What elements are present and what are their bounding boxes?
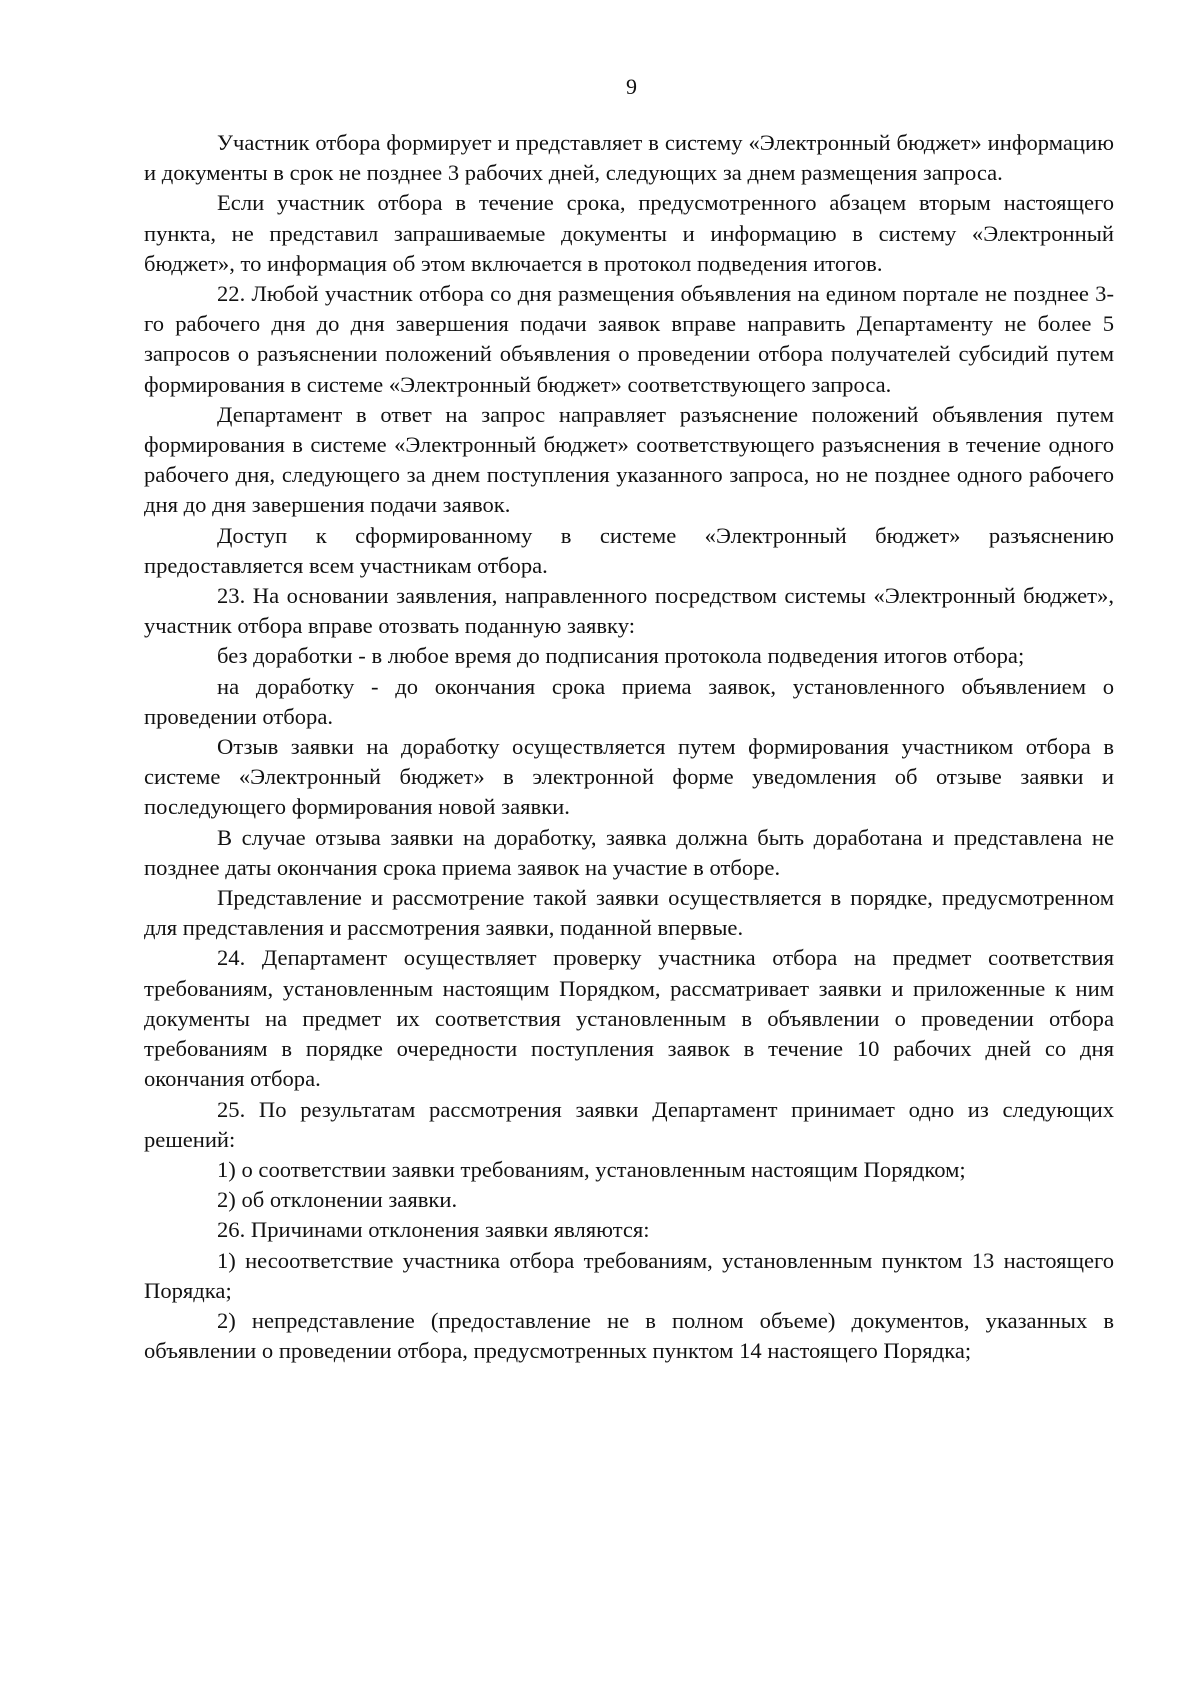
paragraph-15: 2) об отклонении заявки.	[217, 1187, 458, 1213]
paragraph-1: Участник отбора формирует и представляет в систему «Электронный бюджет» информацию и документы в срок не позднее 3 рабочих дней, следующих за днем размещения запроса.	[144, 130, 1114, 186]
paragraph-9: Отзыв заявки на доработку осуществляется путем формирования участником отбора в системе «Электронный бюджет» в электронной форме уведомления об отзыве заявки и последующего формирования новой заявки.	[144, 734, 1114, 820]
paragraph-10: В случае отзыва заявки на доработку, заявка должна быть доработана и представлена не позднее даты окончания срока приема заявок на участие в отборе.	[144, 824, 1114, 880]
paragraph-14: 1) о соответствии заявки требованиям, установленным настоящим Порядком;	[217, 1156, 966, 1182]
paragraph-2: Если участник отбора в течение срока, предусмотренного абзацем вторым настоящего пункта, не представил запрашиваемые документы и информацию в систему «Электронный бюджет», то информация об этом включается в протокол подведения итогов.	[144, 190, 1114, 276]
paragraph-18: 2) непредставление (предоставление не в полном объеме) документов, указанных в объявлении о проведении отбора, предусмотренных пунктом 14 настоящего Порядка;	[144, 1307, 1114, 1364]
paragraph-17: 1) несоответствие участника отбора требованиям, установленным пунктом 13 настоящего Порядка;	[144, 1247, 1114, 1303]
paragraph-4: Департамент в ответ на запрос направляет разъяснение положений объявления путем формирования в системе «Электронный бюджет» соответствующего разъяснения в течение одного рабочего дня, следующего за днем поступления указанного запроса, но не позднее одного рабочего дня до дня завершения подачи заявок.	[144, 401, 1114, 518]
paragraph-13: 25. По результатам рассмотрения заявки Департамент принимает одно из следующих решений:	[144, 1096, 1114, 1152]
document-body	[144, 128, 1114, 1366]
paragraph-5: Доступ к сформированному в системе «Электронный бюджет» разъяснению предоставляется всем участникам отбора.	[144, 522, 1114, 578]
paragraph-8: на доработку - до окончания срока приема заявок, установленного объявлением о проведении отбора.	[144, 673, 1114, 729]
paragraph-11: Представление и рассмотрение такой заявки осуществляется в порядке, предусмотренном для представления и рассмотрения заявки, поданной впервые.	[144, 885, 1114, 941]
paragraph-3: 22. Любой участник отбора со дня размещения объявления на едином портале не позднее 3-го рабочего дня до дня завершения подачи заявок вправе направить Департаменту не более 5 запросов о разъяснении положений объявления о проведении отбора получателей субсидий путем формирования в системе «Электронный бюджет» соответствующего запроса.	[144, 281, 1114, 397]
page-number: 9	[626, 74, 637, 99]
paragraph-12: 24. Департамент осуществляет проверку участника отбора на предмет соответствия требованиям, установленным настоящим Порядком, рассматривает заявки и приложенные к ним документы на предмет их соответствия установленным в объявлении о проведении отбора требованиям в порядке очередности поступления заявок в течение 10 рабочих дней со дня окончания отбора.	[144, 945, 1114, 1092]
paragraph-7: без доработки - в любое время до подписания протокола подведения итогов отбора;	[217, 643, 1025, 669]
paragraph-16: 26. Причинами отклонения заявки являются:	[217, 1217, 650, 1243]
paragraph-6: 23. На основании заявления, направленного посредством системы «Электронный бюджет», участник отбора вправе отозвать поданную заявку:	[144, 583, 1114, 639]
